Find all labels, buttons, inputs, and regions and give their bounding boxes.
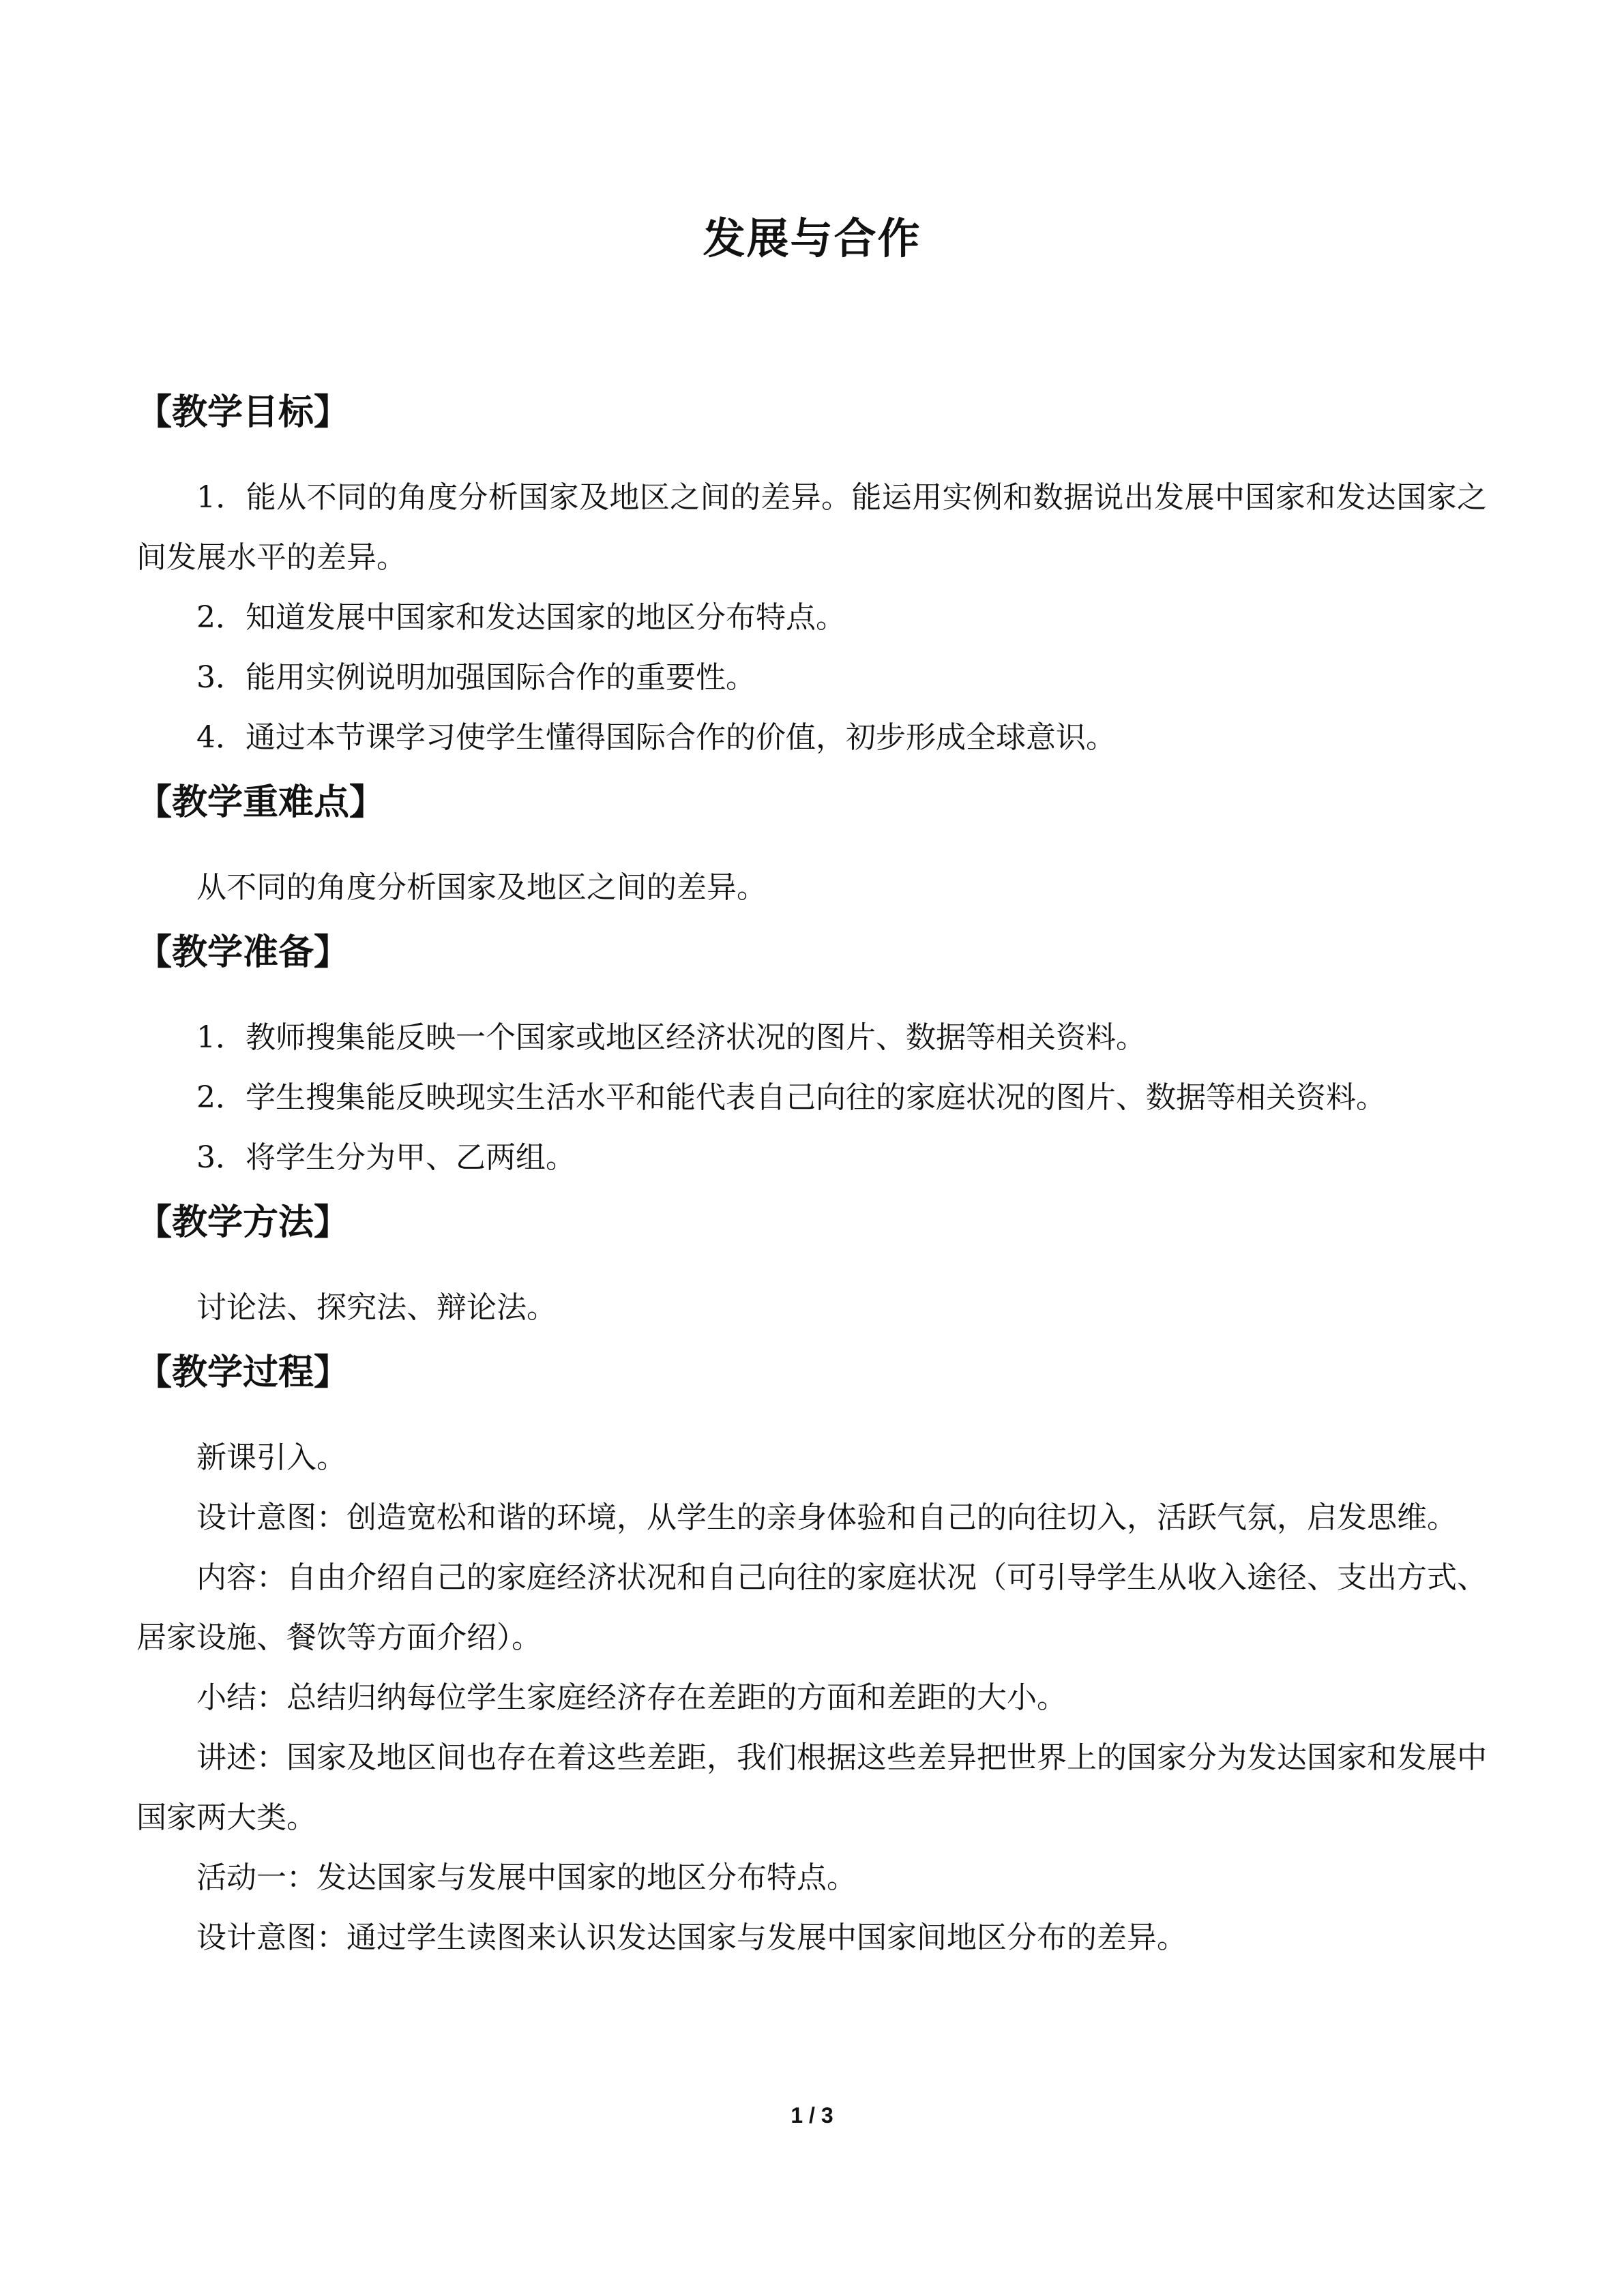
section-process	[136, 1342, 1487, 1968]
document-title: 发展与合作	[703, 213, 921, 263]
preparation-item-2: 2．学生搜集能反映现实生活水平和能代表自己向往的家庭状况的图片、数据等相关资料。	[196, 1080, 1386, 1115]
process-item-3: 内容：自由介绍自己的家庭经济状况和自己向往的家庭状况（可引导学生从收入途径、支出方式、居家设施、餐饮等方面介绍）。	[136, 1560, 1487, 1655]
section-preparation	[136, 922, 1487, 1188]
key-point-item-1: 从不同的角度分析国家及地区之间的差异。	[196, 870, 767, 905]
goal-item-1: 1．能从不同的角度分析国家及地区之间的差异。能运用实例和数据说出发展中国家和发达国家之间发展水平的差异。	[136, 480, 1487, 575]
process-item-2: 设计意图：创造宽松和谐的环境，从学生的亲身体验和自己的向往切入，活跃气氛，启发思维。	[196, 1500, 1457, 1535]
document-body	[136, 382, 1487, 1968]
section-heading-process: 【教学过程】	[136, 1352, 350, 1393]
section-goals	[136, 382, 1487, 768]
process-item-1: 新课引入。	[196, 1440, 346, 1475]
method-item-1: 讨论法、探究法、辩论法。	[196, 1290, 557, 1325]
process-item-6: 活动一：发达国家与发展中国家的地区分布特点。	[196, 1860, 857, 1895]
section-heading-preparation: 【教学准备】	[136, 932, 350, 973]
goal-item-4: 4．通过本节课学习使学生懂得国际合作的价值，初步形成全球意识。	[196, 720, 1116, 755]
preparation-item-3: 3．将学生分为甲、乙两组。	[196, 1140, 576, 1175]
section-key-points	[136, 772, 1487, 918]
process-item-5: 讲述：国家及地区间也存在着这些差距，我们根据这些差异把世界上的国家分为发达国家和发展中国家两大类。	[136, 1740, 1487, 1835]
goal-item-2: 2．知道发展中国家和发达国家的地区分布特点。	[196, 600, 846, 635]
page-number: 1 / 3	[791, 2103, 833, 2128]
section-methods	[136, 1192, 1487, 1338]
process-item-4: 小结：总结归纳每位学生家庭经济存在差距的方面和差距的大小。	[196, 1680, 1067, 1715]
goal-item-3: 3．能用实例说明加强国际合作的重要性。	[196, 660, 756, 695]
section-heading-goals: 【教学目标】	[136, 392, 350, 433]
preparation-item-1: 1．教师搜集能反映一个国家或地区经济状况的图片、数据等相关资料。	[196, 1020, 1146, 1055]
process-item-7: 设计意图：通过学生读图来认识发达国家与发展中国家间地区分布的差异。	[196, 1920, 1187, 1955]
section-heading-methods: 【教学方法】	[136, 1202, 350, 1243]
section-heading-key-points: 【教学重难点】	[136, 782, 385, 823]
